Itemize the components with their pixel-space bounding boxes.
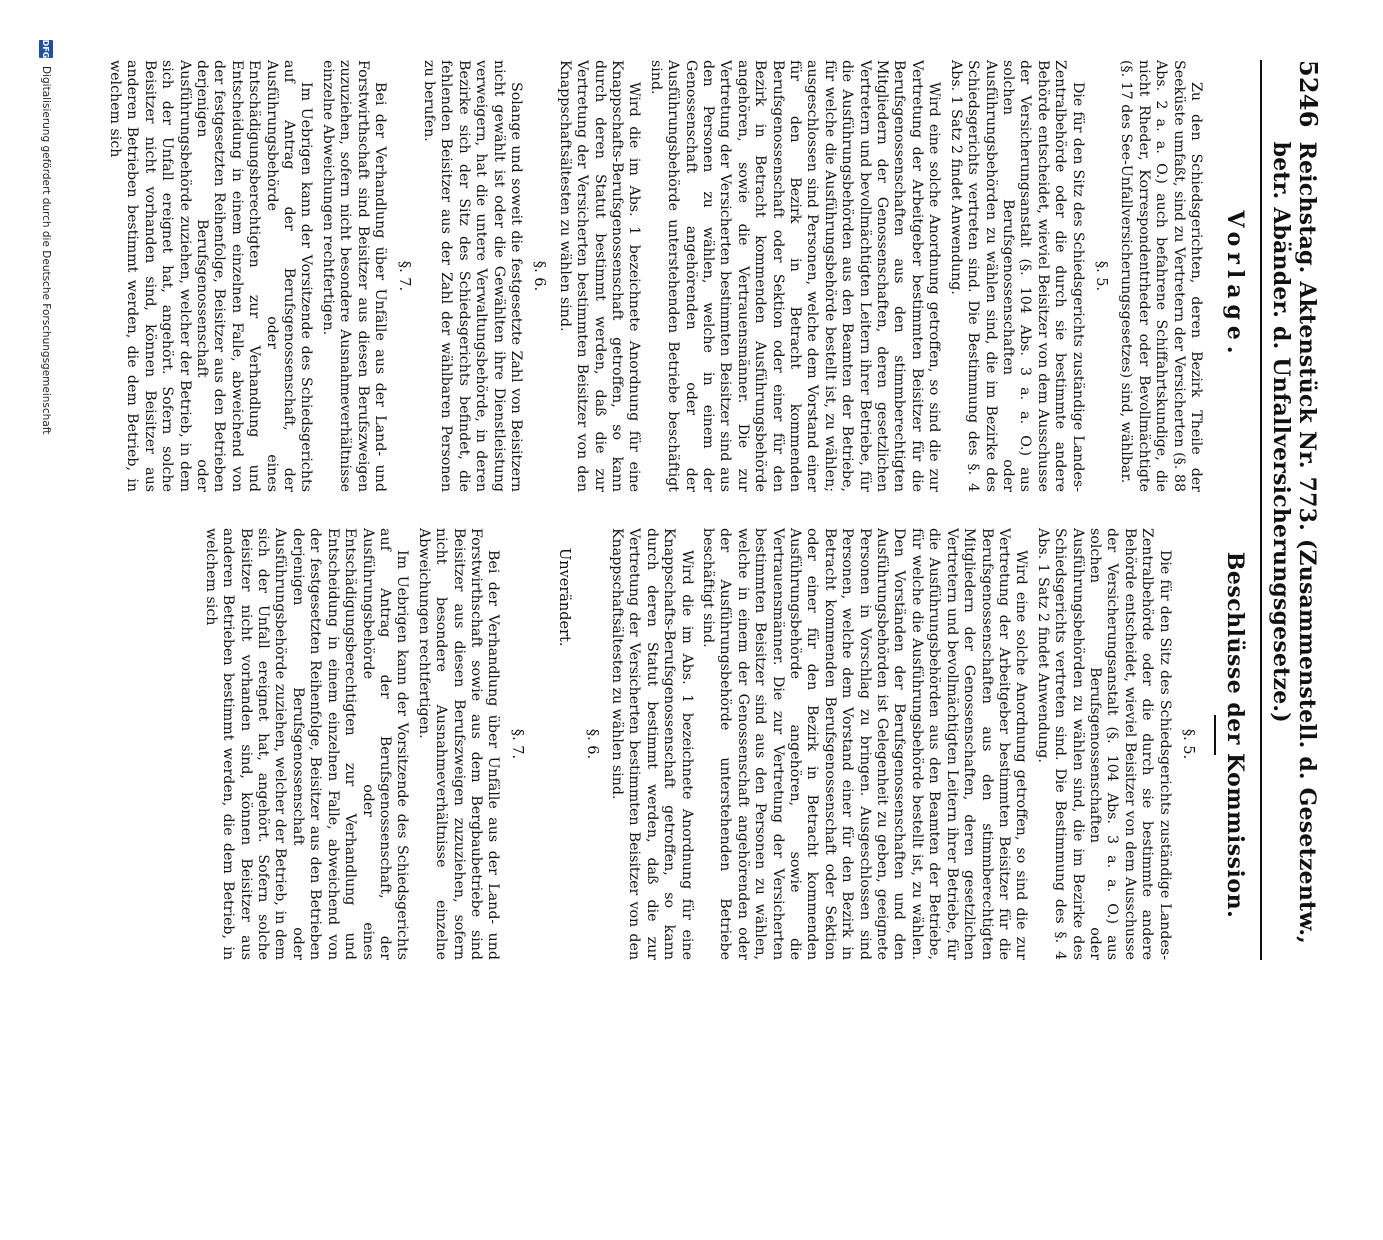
right-section-7-paragraph-2: Im Uebrigen kann der Vorsitzende des Schiedsgerichts auf Antrag der Berufsgenossenschaft, der Ausführungsbehörde oder eines Entschädigungsberechtigten zur Verhandlung und Entscheidung in einem einzelnen Falle, abweichend von der festgesetzten Reihenfolge, Beisitzer aus den Betrieben derjenigen Berufsgenossenschaft oder Ausführungsbehörde zuziehen, welcher der Betrieb, in dem sich der Unfall ereignet hat, angehört. Sofern solche Beisitzer nicht vorhanden sind, können Beisitzer aus anderen Betrieben bestimmt werden, die dem Betrieb, in welchem sich: [202, 528, 411, 960]
left-section-5-paragraph-1: Die für den Sitz des Schiedsgerichts zuständige Landes-Zentralbehörde oder die durch sie bestimmte andere Behörde entscheidet, wieviel Beisitzer von dem Ausschusse der Versicherungsanstalt (§. 104 Abs. 3 a. a. O.) aus solchen Berufsgenossenschaften oder Ausführungsbehörden zu wählen sind, die im Bezirke des Schiedsgerichts vertreten sind. Die Bestimmung des §. 4 Abs. 1 Satz 2 findet Anwendung.: [947, 60, 1086, 492]
column-headings: [1214, 60, 1248, 960]
right-section-6-heading: §. 6.: [583, 728, 600, 760]
page-number: 5246: [1294, 60, 1323, 128]
text-columns: [102, 60, 1204, 960]
right-column: [102, 528, 1204, 960]
left-section-5-heading: §. 5.: [1092, 260, 1109, 292]
left-column: [102, 60, 1204, 492]
left-heading-text: Vorlage.: [1222, 210, 1248, 360]
right-column-heading: [1214, 510, 1248, 960]
dfg-logo: DFG: [39, 40, 53, 58]
left-intro-paragraph: Zu den Schiedsgerichten, deren Bezirk Theile der Seeküste umfaßt, sind zu Vertretern der Versicherten (§. 88 Abs. 2 a. a. O.) auch befahrene Schiffahrtskundige, die nicht Rheder, Korrespondentrheder oder Bevollmächtigte (§. 17 des See-Unfallversicherungsgesetzes) sind, wählbar.: [1118, 60, 1204, 492]
page-title: Reichstag. Aktenstück Nr. 773. (Zusammenstell. d. Gesetzentw., betr. Abänder. d. Unfallversicherungsgesetze.): [1268, 141, 1320, 945]
right-section-6-unchanged: Unverändert.: [556, 548, 573, 647]
page-content: [102, 60, 1323, 1240]
digitization-note-text: Digitalisierung gefördert durch die Deutsche Forschungsgemeinschaft: [40, 66, 52, 435]
page-header: [1260, 60, 1323, 960]
left-section-5-paragraph-3: Wird die im Abs. 1 bezeichnete Anordnung für eine Knappschafts-Berufsgenossenschaft getroffen, so kann durch deren Statut bestimmt werden, daß die zur Vertretung der Versicherten bestimmten Beisitzer von den Knappschaftsältesten zu wählen sind.: [556, 60, 643, 492]
left-section-7-paragraph-1: Bei der Verhandlung über Unfälle aus der Land- und Forstwirthschaft sind Beisitzer aus diesen Berufszweigen zuzuziehen, sofern nicht besondere Ausnahmeverhältnisse einzelne Abweichungen rechtfertigen.: [319, 60, 389, 492]
right-heading-text: Beschlüsse der Kommission.: [1222, 551, 1248, 919]
heading-rule: [1214, 715, 1216, 755]
right-section-5-paragraph-1: Die für den Sitz des Schiedsgerichts zuständige Landes-Zentralbehörde oder die durch sie bestimmte andere Behörde entscheidet, wieviel Beisitzer von dem Ausschusse der Versicherungsanstalt (§. 104 Abs. 3 a. a. O.) aus solchen Berufsgenossenschaften oder Ausführungsbehörden zu wählen sind, die im Bezirke des Schiedsgerichts vertreten sind. Die Bestimmung des §. 4 Abs. 1 Satz 2 findet Anwendung.: [1034, 528, 1173, 960]
left-section-6-paragraph: Solange und soweit die festgesetzte Zahl von Beisitzern nicht gewählt ist oder die Gewählten ihre Dienstleistung verweigern, hat die untere Verwaltungsbehörde, in deren Bezirke sich der Sitz des Schiedsgerichts befindet, die fehlenden Beisitzer aus der Zahl der wählbaren Personen zu berufen.: [420, 60, 524, 492]
left-column-heading: [1214, 60, 1248, 510]
left-section-6-heading: §. 6.: [531, 260, 548, 292]
right-section-5-heading: §. 5.: [1180, 728, 1196, 760]
right-section-7-heading: §. 7.: [508, 728, 525, 760]
digitization-note: [39, 40, 53, 980]
right-section-5-paragraph-2: Wird eine solche Anordnung getroffen, so sind die zur Vertretung der Arbeitgeber bestimmten Beisitzer für die Berufsgenossenschaften aus den stimmberechtigten Mitgliedern der Genossenschaften, deren gesetzlichen Vertretern und bevollmächtigten Leitern ihrer Betriebe, für die Ausführungsbehörden aus den Beamten der Betriebe, für welche die Ausführungsbehörde bestellt ist, zu wählen. Den Vorständen der Berufsgenossenschaften und den Ausführungsbehörden ist Gelegenheit zu geben, geeignete Personen in Vorschlag zu bringen. Ausgeschlossen sind Personen, welche dem Vorstand einer für den Bezirk in Betracht kommenden Berufsgenossenschaft oder Sektion oder einer für den Bezirk in Betracht kommenden Ausführungsbehörde angehören, sowie die Vertrauensmänner. Die zur Vertretung der Versicherten bestimmten Beisitzer sind aus den Personen zu wählen, welche in einem der Genossenschaft angehörenden oder der Ausführungsbehörde unterstehenden Betriebe beschäftigt sind.: [700, 528, 1030, 960]
left-section-7-paragraph-2: Im Uebrigen kann der Vorsitzende des Schiedsgerichts auf Antrag der Berufsgenossenschaft, der Ausführungsbehörde oder eines Entschädigungsberechtigten zur Verhandlung und Entscheidung in einem einzelnen Falle, abweichend von der festgesetzten Reihenfolge, Beisitzer aus den Betrieben derjenigen Berufsgenossenschaft oder Ausführungsbehörde zuziehen, welcher der Betrieb, in dem sich der Unfall ereignet hat, angehört. Sofern solche Beisitzer nicht vorhanden sind, können Beisitzer aus anderen Betrieben bestimmt werden, die dem Betrieb, in welchem sich: [107, 60, 315, 492]
left-section-5-paragraph-2: Wird eine solche Anordnung getroffen, so sind die zur Vertretung der Arbeitgeber bestimmten Beisitzer für die Berufsgenossenschaften aus den stimmberechtigten Mitgliedern der Genossenschaften, deren gesetzlichen Vertretern und bevollmächtigten Leitern ihrer Betriebe, für die Ausführungsbehörden aus den Beamten der Betriebe, für welche die Ausführungsbehörde bestellt ist, zu wählen; ausgeschlossen sind Personen, welche dem Vorstand einer für den Bezirk in Betracht kommenden Berufsgenossenschaft oder Sektion oder einer für den Bezirk in Betracht kommenden Ausführungsbehörde angehören, sowie die Vertrauensmänner. Die zur Vertretung der Versicherten bestimmten Beisitzer sind aus den Personen zu wählen, welche in einem der Genossenschaft angehörenden oder der Ausführungsbehörde unterstehenden Betriebe beschäftigt sind.: [647, 60, 943, 492]
right-section-5-paragraph-3: Wird die im Abs. 1 bezeichnete Anordnung für eine Knappschafts-Berufsgenossenschaft getroffen, so kann durch deren Statut bestimmt werden, daß die zur Vertretung der Versicherten bestimmten Beisitzer von den Knappschaftsältesten zu wählen sind.: [609, 528, 695, 960]
left-section-7-heading: §. 7.: [395, 260, 412, 292]
right-section-7-paragraph-1: Bei der Verhandlung über Unfälle aus der Land- und Forstwirthschaft sowie aus dem Bergbaubetriebe sind Beisitzer aus diesen Berufszweigen zuzuziehen, sofern nicht besondere Ausnahmeverhältnisse einzelne Abweichungen rechtfertigen.: [415, 528, 502, 960]
